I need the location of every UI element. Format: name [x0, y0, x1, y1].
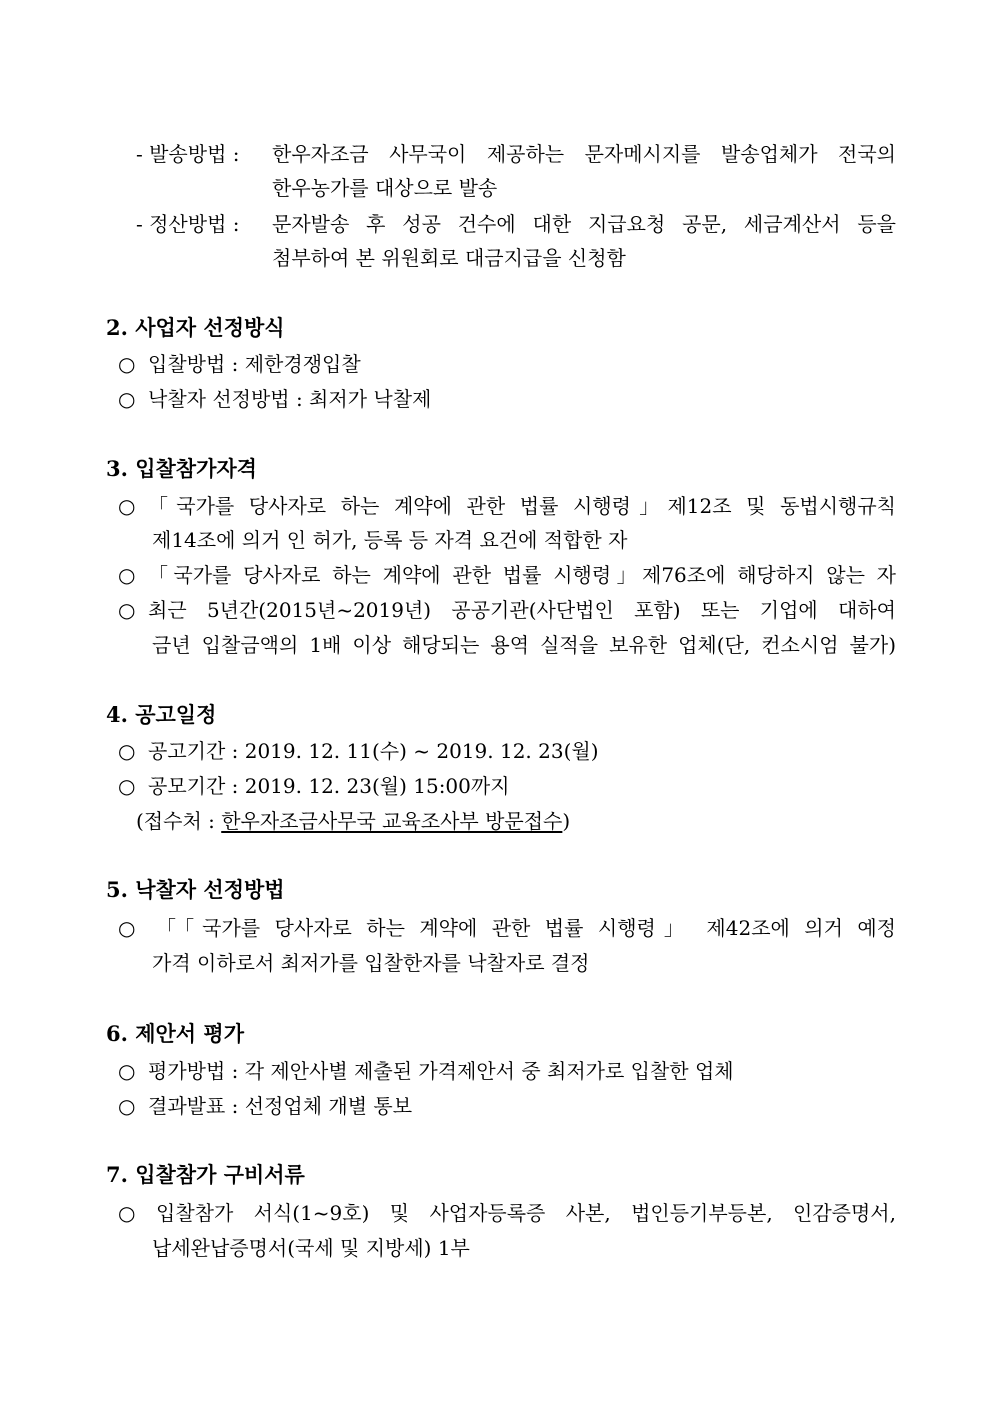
section-7-heading: 7. 입찰참가 구비서류: [106, 1162, 305, 1187]
settle-method-line-2: 첨부하여 본 위원회로 대금지급을 신청함: [272, 246, 626, 270]
section-6-bullet-2: 결과발표 : 선정업체 개별 통보: [148, 1094, 413, 1118]
section-5-bullet-1-line-2: 가격 이하로서 최저가를 입찰한자를 낙찰자로 결정: [152, 951, 590, 975]
reception-note-prefix: (접수처 :: [136, 809, 222, 833]
section-5-heading: 5. 낙찰자 선정방법: [106, 877, 285, 902]
bullet-symbol: ○: [118, 494, 136, 518]
section-3-bullet-3-line-2: 금년 입찰금액의 1배 이상 해당되는 용역 실적을 보유한 업체(단, 컨소시엄 불가): [152, 633, 896, 657]
send-method-line-2: 한우농가를 대상으로 발송: [272, 176, 498, 200]
section-3-bullet-2: 「국가를 당사자로 하는 계약에 관한 법률 시행령」제76조에 해당하지 않는 자: [148, 563, 896, 587]
bullet-symbol: ○: [118, 598, 136, 622]
section-7-bullet-1-line-2: 납세완납증명서(국세 및 지방세) 1부: [152, 1236, 470, 1260]
section-6-heading: 6. 제안서 평가: [106, 1021, 244, 1046]
section-5-bullet-1-line-1: 「「국가를 당사자로 하는 계약에 관한 법률 시행령」 제42조에 의거 예정: [156, 916, 896, 940]
section-6-bullet-1: 평가방법 : 각 제안사별 제출된 가격제안서 중 최저가로 입찰한 업체: [148, 1059, 734, 1083]
reception-note-suffix: ): [562, 809, 571, 833]
section-3-bullet-3-line-1: 최근 5년간(2015년~2019년) 공공기관(사단법인 포함) 또는 기업에 대하여: [148, 598, 896, 622]
bullet-symbol: ○: [118, 774, 136, 798]
bullet-symbol: ○: [118, 352, 136, 376]
section-2-bullet-2: 낙찰자 선정방법 : 최저가 낙찰제: [148, 387, 432, 411]
section-2-bullet-1: 입찰방법 : 제한경쟁입찰: [148, 352, 361, 376]
bullet-symbol: ○: [118, 563, 136, 587]
settle-method-line-1: 문자발송 후 성공 건수에 대한 지급요청 공문, 세금계산서 등을: [272, 212, 896, 236]
bullet-symbol: ○: [118, 1094, 136, 1118]
bullet-symbol: ○: [118, 387, 136, 411]
reception-note: [136, 804, 570, 838]
section-2-heading: 2. 사업자 선정방식: [106, 315, 285, 340]
reception-place: 한우자조금사무국 교육조사부 방문접수: [221, 809, 563, 833]
bullet-symbol: ○: [118, 1201, 136, 1225]
section-7-bullet-1-line-1: 입찰참가 서식(1~9호) 및 사업자등록증 사본, 법인등기부등본, 인감증명서,: [156, 1201, 896, 1225]
bullet-symbol: ○: [118, 739, 136, 763]
section-4-bullet-1: 공고기간 : 2019. 12. 11(수) ~ 2019. 12. 23(월): [148, 739, 599, 763]
send-method-label: - 발송방법 :: [136, 142, 240, 166]
section-3-bullet-1-line-2: 제14조에 의거 인 허가, 등록 등 자격 요건에 적합한 자: [152, 528, 628, 552]
bullet-symbol: ○: [118, 916, 136, 940]
section-4-bullet-2: 공모기간 : 2019. 12. 23(월) 15:00까지: [148, 774, 510, 798]
settle-method-label: - 정산방법 :: [136, 212, 240, 236]
section-4-heading: 4. 공고일정: [106, 702, 217, 727]
send-method-line-1: 한우자조금 사무국이 제공하는 문자메시지를 발송업체가 전국의: [272, 142, 896, 166]
section-3-bullet-1-line-1: 「국가를 당사자로 하는 계약에 관한 법률 시행령」제12조 및 동법시행규칙: [148, 494, 896, 518]
bullet-symbol: ○: [118, 1059, 136, 1083]
section-3-heading: 3. 입찰참가자격: [106, 456, 257, 481]
